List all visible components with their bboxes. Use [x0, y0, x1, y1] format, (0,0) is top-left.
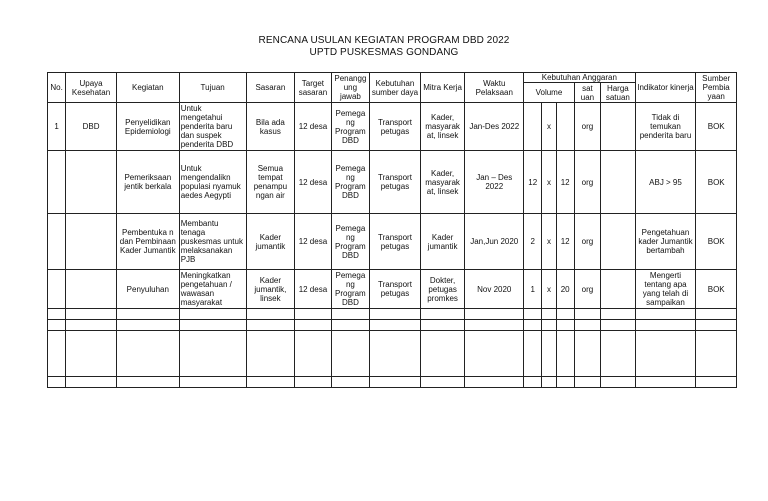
cell-sumber: BOK	[696, 270, 737, 309]
cell-volume-1: 1	[524, 270, 542, 309]
cell-sasaran: Bila ada kasus	[246, 103, 295, 151]
header-row	[48, 73, 737, 83]
header-satuan: sat uan	[574, 83, 600, 103]
empty-row	[48, 331, 737, 377]
cell-indikator: ABJ > 95	[635, 151, 696, 214]
cell-tujuan: Untuk mengetahui penderita baru dan suspek penderita DBD	[179, 103, 246, 151]
header-kegiatan: Kegiatan	[116, 73, 179, 103]
empty-row	[48, 377, 737, 388]
cell-harga	[601, 103, 636, 151]
cell-indikator: Mengerti tentang apa yang telah di sampaikan	[635, 270, 696, 309]
cell-tujuan: Membantu tenaga puskesmas untuk melaksanakan PJB	[179, 214, 246, 270]
header-harga: Harga satuan	[601, 83, 636, 103]
cell-kegiatan: Pembentuka n dan Pembinaan Kader Jumantik	[116, 214, 179, 270]
cell-waktu: Jan – Des 2022	[465, 151, 524, 214]
cell-mitra: Kader, masyarak at, linsek	[420, 151, 465, 214]
header-kebutuhan-sumber: Kebutuhan sumber daya	[370, 73, 421, 103]
cell-satuan: org	[574, 103, 600, 151]
cell-satuan: org	[574, 270, 600, 309]
header-upaya: Upaya Kesehatan	[66, 73, 117, 103]
cell-harga	[601, 151, 636, 214]
cell-mitra: Kader jumantik	[420, 214, 465, 270]
header-target: Target sasaran	[295, 73, 331, 103]
table-row	[48, 151, 737, 214]
cell-no	[48, 214, 66, 270]
cell-satuan: org	[574, 214, 600, 270]
cell-volume-2	[556, 103, 574, 151]
cell-kegiatan: Penyuluhan	[116, 270, 179, 309]
header-penanggung: Penangg ung jawab	[331, 73, 369, 103]
cell-waktu: Nov 2020	[465, 270, 524, 309]
table-row	[48, 103, 737, 151]
cell-kebutuhan: Transport petugas	[370, 214, 421, 270]
cell-volume-x: x	[542, 151, 556, 214]
header-kebutuhan-anggaran: Kebutuhan Anggaran	[524, 73, 635, 83]
cell-penanggung: Pemega ng Program DBD	[331, 214, 369, 270]
cell-penanggung: Pemega ng Program DBD	[331, 270, 369, 309]
cell-kebutuhan: Transport petugas	[370, 270, 421, 309]
cell-indikator: Pengetahuan kader Jumantik bertambah	[635, 214, 696, 270]
cell-volume-x: x	[542, 214, 556, 270]
empty-row	[48, 309, 737, 320]
cell-kebutuhan: Transport petugas	[370, 103, 421, 151]
header-waktu: Waktu Pelaksaan	[465, 73, 524, 103]
cell-target: 12 desa	[295, 214, 331, 270]
document-subtitle: UPTD PUSKESMAS GONDANG	[309, 47, 459, 58]
cell-harga	[601, 270, 636, 309]
cell-satuan: org	[574, 151, 600, 214]
header-mitra: Mitra Kerja	[420, 73, 465, 103]
cell-waktu: Jan-Des 2022	[465, 103, 524, 151]
table-row	[48, 214, 737, 270]
cell-kegiatan: Penyelidikan Epidemiologi	[116, 103, 179, 151]
cell-target: 12 desa	[295, 103, 331, 151]
cell-kebutuhan: Transport petugas	[370, 151, 421, 214]
header-no: No.	[48, 73, 66, 103]
cell-no	[48, 270, 66, 309]
cell-volume-x: x	[542, 270, 556, 309]
header-volume: Volume	[524, 83, 575, 103]
cell-target: 12 desa	[295, 151, 331, 214]
cell-sasaran: Kader jumantik	[246, 214, 295, 270]
cell-harga	[601, 214, 636, 270]
header-sumber: Sumber Pembia yaan	[696, 73, 737, 103]
cell-tujuan: Meningkatkan pengetahuan / wawasan masyarakat	[179, 270, 246, 309]
cell-sumber: BOK	[696, 103, 737, 151]
cell-upaya: DBD	[66, 103, 117, 151]
cell-sumber: BOK	[696, 151, 737, 214]
cell-volume-2: 20	[556, 270, 574, 309]
cell-penanggung: Pemega ng Program DBD	[331, 151, 369, 214]
cell-waktu: Jan,Jun 2020	[465, 214, 524, 270]
activity-plan-table	[47, 72, 737, 388]
cell-mitra: Dokter, petugas promkes	[420, 270, 465, 309]
cell-volume-1: 2	[524, 214, 542, 270]
cell-kegiatan: Pemeriksaan jentik berkala	[116, 151, 179, 214]
cell-no	[48, 151, 66, 214]
empty-row	[48, 320, 737, 331]
table-row	[48, 270, 737, 309]
document-title: RENCANA USULAN KEGIATAN PROGRAM DBD 2022	[258, 35, 510, 46]
cell-target: 12 desa	[295, 270, 331, 309]
header-indikator: Indikator kinerja	[635, 73, 696, 103]
cell-sumber: BOK	[696, 214, 737, 270]
cell-volume-2: 12	[556, 214, 574, 270]
cell-volume-1: 12	[524, 151, 542, 214]
cell-tujuan: Untuk mengendalikn populasi nyamuk aedes Aegypti	[179, 151, 246, 214]
cell-mitra: Kader, masyarak at, linsek	[420, 103, 465, 151]
cell-upaya	[66, 270, 117, 309]
cell-volume-1	[524, 103, 542, 151]
header-sasaran: Sasaran	[246, 73, 295, 103]
cell-upaya	[66, 214, 117, 270]
cell-volume-2: 12	[556, 151, 574, 214]
cell-sasaran: Semua tempat penampu ngan air	[246, 151, 295, 214]
cell-volume-x: x	[542, 103, 556, 151]
cell-penanggung: Pemega ng Program DBD	[331, 103, 369, 151]
cell-sasaran: Kader jumantik, linsek	[246, 270, 295, 309]
cell-no: 1	[48, 103, 66, 151]
header-tujuan: Tujuan	[179, 73, 246, 103]
cell-indikator: Tidak di temukan penderita baru	[635, 103, 696, 151]
cell-upaya	[66, 151, 117, 214]
